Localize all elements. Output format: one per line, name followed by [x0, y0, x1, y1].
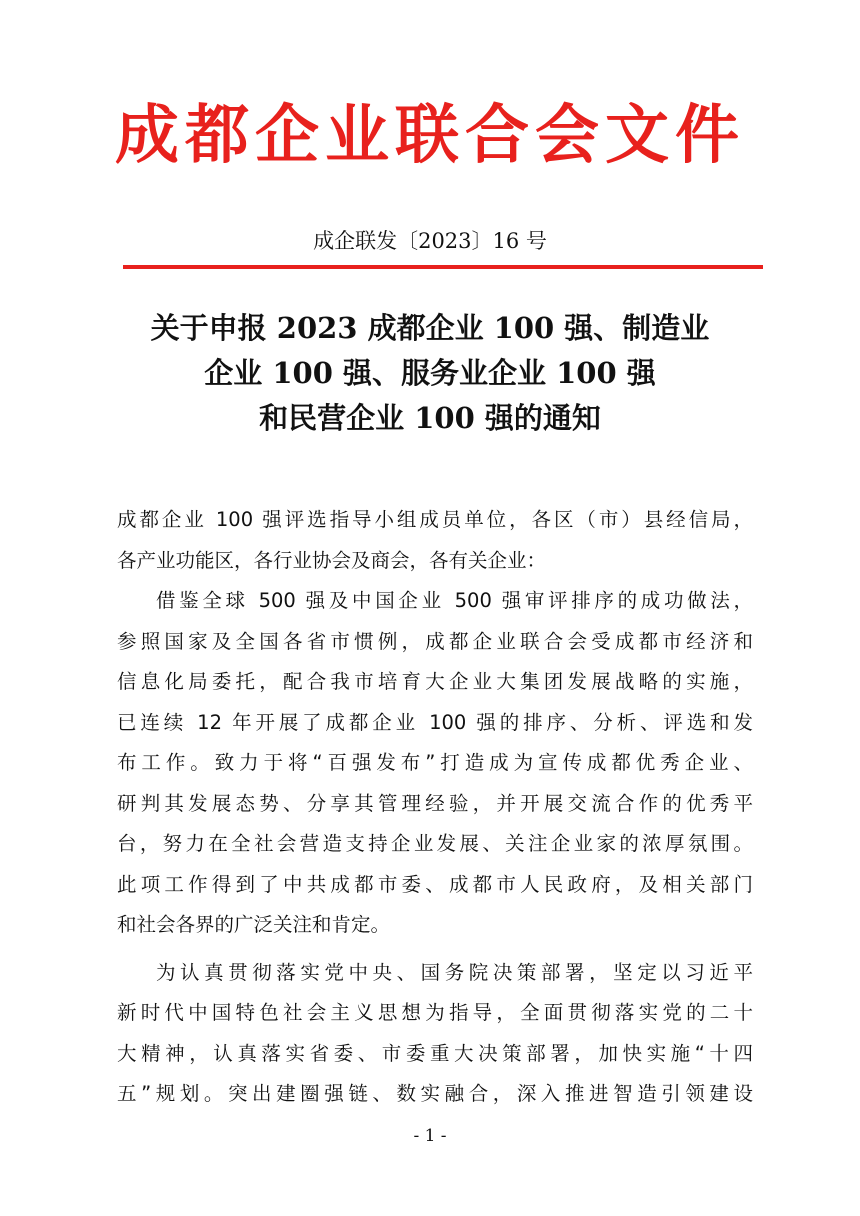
- body-line: 此项工作得到了中共成都市委、成都市人民政府，及相关部门: [117, 872, 753, 896]
- body-line: 大精神，认真落实省委、市委重大决策部署，加快实施“十四: [117, 1041, 753, 1065]
- body-line: 和社会各界的广泛关注和肯定。: [117, 913, 391, 936]
- page-number: - 1 -: [413, 1126, 447, 1146]
- body-line: 布工作。致力于将“百强发布”打造成为宣传成都优秀企业、: [117, 751, 753, 774]
- body-line: 参照国家及全国各省市惯例，成都企业联合会受成都市经济和: [117, 629, 753, 653]
- document-number: 成企联发〔2023〕16 号: [313, 229, 547, 253]
- body-line: 借鉴全球 500 强及中国企业 500 强审评排序的成功做法，: [156, 589, 753, 612]
- title-line: 关于申报 2023 成都企业 100 强、制造业: [150, 311, 710, 345]
- notice-body: [117, 500, 753, 1115]
- organization-header-title: 成都企业联合会文件: [115, 99, 745, 173]
- red-header-rule: [123, 265, 763, 269]
- body-line: 已连续 12 年开展了成都企业 100 强的排序、分析、评选和发: [117, 710, 753, 734]
- body-line-addressee: 成都企业 100 强评选指导小组成员单位，各区（市）县经信局，: [117, 508, 753, 531]
- body-line: 五”规划。突出建圈强链、数实融合，深入推进智造引领建设: [117, 1082, 753, 1105]
- body-line: 台，努力在全社会营造支持企业发展、关注企业家的浓厚氛围。: [117, 832, 753, 855]
- body-line: 信息化局委托，配合我市培育大企业大集团发展战略的实施，: [117, 670, 753, 693]
- title-line: 和民营企业 100 强的通知: [259, 401, 601, 435]
- notice-title: [0, 306, 860, 441]
- body-line: 研判其发展态势、分享其管理经验，并开展交流合作的优秀平: [117, 791, 753, 815]
- body-line: 新时代中国特色社会主义思想为指导，全面贯彻落实党的二十: [117, 1001, 753, 1024]
- body-line-addressee: 各产业功能区，各行业协会及商会，各有关企业：: [117, 548, 547, 572]
- body-line: 为认真贯彻落实党中央、国务院决策部署，坚定以习近平: [156, 960, 753, 984]
- title-line: 企业 100 强、服务业企业 100 强: [204, 356, 656, 390]
